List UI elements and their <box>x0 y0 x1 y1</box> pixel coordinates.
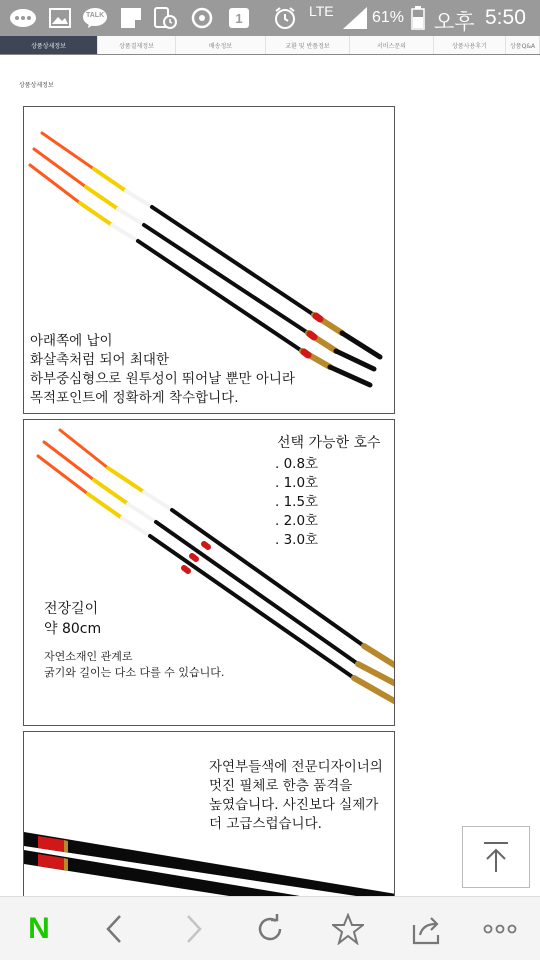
tab-exchange-return[interactable]: 교환 및 반품정보 <box>266 36 350 54</box>
note-line-1: 자연소재인 관계로 <box>44 650 133 663</box>
star-icon <box>332 913 364 945</box>
reload-button[interactable] <box>248 907 292 951</box>
network-label: LTE <box>309 3 334 19</box>
panel1-line-1: 아래쪽에 납이 <box>30 333 113 349</box>
battery-icon <box>410 7 426 29</box>
chevron-left-icon <box>102 913 126 945</box>
naver-home-button[interactable] <box>17 907 61 951</box>
size-option-4: . 2.0호 <box>275 513 319 529</box>
length-title: 전장길이 <box>44 601 99 617</box>
screen-timer-icon <box>152 7 178 29</box>
tab-shipping-info[interactable]: 배송정보 <box>176 36 266 54</box>
chat-bubble-icon <box>8 7 38 29</box>
product-image-panel-1 <box>23 106 395 414</box>
note-line-2: 굵기와 길이는 다소 다를 수 있습니다. <box>44 666 225 679</box>
panel3-line-4: 더 고급스럽습니다. <box>209 816 322 832</box>
ampm-label: 오후 <box>434 11 475 34</box>
panel3-line-2: 멋진 필체로 한층 품격을 <box>209 778 353 794</box>
sync-icon <box>190 7 214 29</box>
bookmark-button[interactable] <box>326 907 370 951</box>
forward-button[interactable] <box>172 907 216 951</box>
naver-logo: N <box>28 912 50 945</box>
more-dots-icon <box>482 923 518 935</box>
scroll-to-top-button[interactable] <box>462 826 530 888</box>
size-option-5: . 3.0호 <box>275 532 319 548</box>
tab-payment-info[interactable]: 상품결제정보 <box>98 36 176 54</box>
panel1-line-2: 화살촉처럼 되어 최대한 <box>30 352 169 368</box>
product-image-panel-2 <box>23 419 395 726</box>
size-option-2: . 1.0호 <box>275 475 319 491</box>
panel1-line-3: 하부중심형으로 원투성이 뛰어날 뿐만 아니라 <box>30 371 295 387</box>
panel3-line-3: 높였습니다. 사진보다 실제가 <box>209 797 379 813</box>
gallery-icon <box>48 7 72 29</box>
product-image-panel-3 <box>23 731 395 901</box>
status-bar <box>0 0 540 36</box>
svg-text:1: 1 <box>235 11 243 26</box>
tab-qna[interactable]: 상품Q&A <box>506 36 540 54</box>
talk-label: TALK <box>86 12 105 19</box>
back-button[interactable] <box>92 907 136 951</box>
product-tab-bar <box>0 36 540 55</box>
tab-service-inquiry[interactable]: 서비스문의 <box>350 36 434 54</box>
panel1-line-4: 목적포인트에 정확하게 착수합니다. <box>30 390 239 406</box>
alarm-icon <box>272 7 298 29</box>
clock: 5:50 <box>485 6 526 29</box>
section-heading: 상품상세정보 <box>19 82 54 89</box>
notification-1-icon <box>228 7 250 29</box>
battery-percent: 61% <box>372 9 405 26</box>
refresh-icon <box>254 913 286 945</box>
more-button[interactable] <box>478 907 522 951</box>
browser-toolbar <box>0 896 540 960</box>
share-button[interactable] <box>404 907 448 951</box>
talk-icon <box>82 7 108 29</box>
panel3-line-1: 자연부들색에 전문디자이너의 <box>209 759 383 775</box>
tab-product-detail[interactable]: 상품상세정보 <box>0 36 98 54</box>
length-value: 약 80cm <box>44 621 102 637</box>
size-option-1: . 0.8호 <box>275 456 319 472</box>
flipboard-icon <box>120 7 142 29</box>
signal-icon <box>340 7 368 29</box>
arrow-up-icon <box>481 840 511 874</box>
size-option-3: . 1.5호 <box>275 494 319 510</box>
chevron-right-icon <box>182 913 206 945</box>
share-icon <box>410 913 442 945</box>
tab-reviews[interactable]: 상품사용후기 <box>434 36 506 54</box>
sizes-title: 선택 가능한 호수 <box>277 435 381 451</box>
